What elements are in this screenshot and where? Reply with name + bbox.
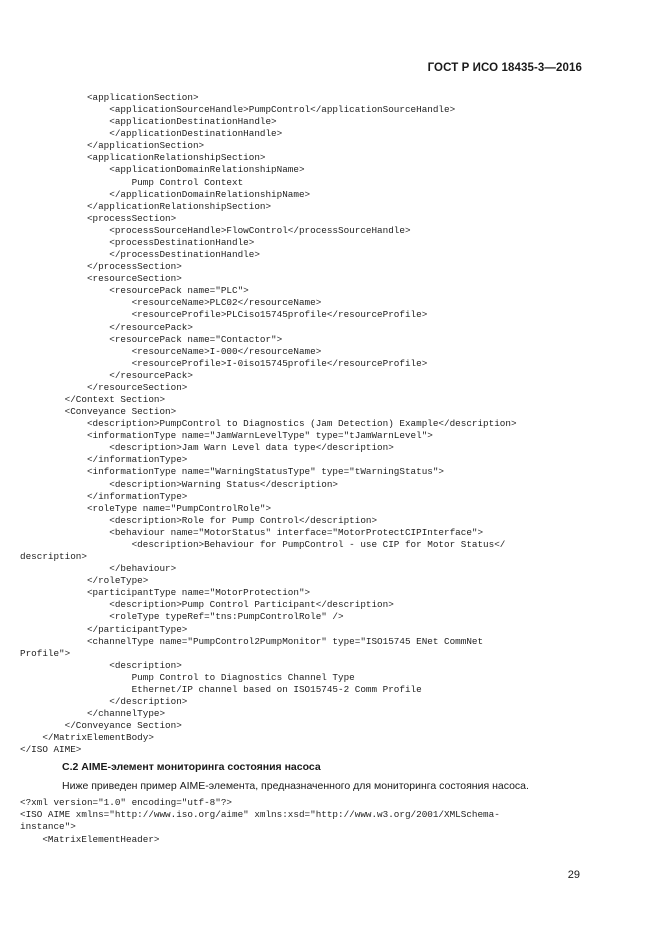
code-line: </behaviour>: [20, 563, 177, 575]
code-line: <roleType typeRef="tns:PumpControlRole" />: [20, 611, 344, 623]
code-line: </Conveyance Section>: [20, 720, 182, 732]
code-line: <description>Role for Pump Control</description>: [20, 514, 378, 526]
code-line: <informationType name="JamWarnLevelType" type="tJamWarnLevel">: [20, 430, 433, 442]
page-number: 29: [567, 869, 580, 881]
code-line: <resourceProfile>I-0iso15745profile</resourceProfile>: [20, 357, 428, 369]
code-line: <resourceName>PLC02</resourceName>: [20, 297, 322, 309]
code-line: <resourceName>I-000</resourceName>: [20, 345, 322, 357]
document-header: ГОСТ Р ИСО 18435-3—2016: [427, 62, 582, 74]
code-line: <resourcePack name="Contactor">: [20, 333, 283, 345]
code-line: <applicationRelationshipSection>: [20, 152, 266, 164]
code-line: <roleType name="PumpControlRole">: [20, 502, 272, 514]
code-line: Ethernet/IP channel based on ISO15745-2 Comm Profile: [20, 683, 422, 695]
code-line: <applicationSection>: [20, 92, 199, 103]
code-line: description>: [20, 551, 87, 563]
code-line: <description>PumpControl to Diagnostics (Jam Detection) Example</description>: [20, 418, 517, 430]
code-line: </processDestinationHandle>: [20, 249, 260, 261]
code-line: </applicationDomainRelationshipName>: [20, 188, 311, 200]
code-line: <processSection>: [20, 212, 177, 224]
code-line: </MatrixElementBody>: [20, 732, 154, 744]
code-line: </applicationSection>: [20, 140, 205, 152]
code-line: </participantType>: [20, 623, 188, 635]
code-line: <description>Pump Control Participant</description>: [20, 599, 394, 611]
code-line: <behaviour name="MotorStatus" interface="MotorProtectCIPInterface">: [20, 526, 484, 538]
code-line: </resourceSection>: [20, 381, 188, 393]
code-line: <resourcePack name="PLC">: [20, 285, 249, 297]
code-line: <description>: [20, 659, 182, 671]
code-line: <processSourceHandle>FlowControl</processSourceHandle>: [20, 224, 411, 236]
code-line: <resourceSection>: [20, 273, 182, 285]
code-line: <description>Jam Warn Level data type</description>: [20, 442, 394, 454]
code-line: <ISO AIME xmlns="http://www.iso.org/aime" xmlns:xsd="http://www.w3.org/2001/XMLSchema-: [20, 809, 500, 821]
code-line: <channelType name="PumpControl2PumpMonitor" type="ISO15745 ENet CommNet: [20, 635, 484, 647]
code-line: <participantType name="MotorProtection">: [20, 587, 311, 599]
code-line: </informationType>: [20, 490, 188, 502]
code-line: </roleType>: [20, 575, 149, 587]
code-line: </channelType>: [20, 708, 166, 720]
code-line: </resourcePack>: [20, 369, 193, 381]
section-title: С.2 AIME-элемент мониторинга состояния насоса: [62, 761, 321, 773]
code-line: <?xml version="1.0" encoding="utf-8"?>: [20, 797, 233, 808]
code-line: </ISO AIME>: [20, 744, 82, 756]
code-line: </applicationRelationshipSection>: [20, 200, 272, 212]
code-line: </resourcePack>: [20, 321, 193, 333]
code-line: <Conveyance Section>: [20, 406, 177, 418]
code-line: <applicationDestinationHandle>: [20, 116, 277, 128]
code-line: <applicationDomainRelationshipName>: [20, 164, 305, 176]
code-line: <informationType name="WarningStatusType" type="tWarningStatus">: [20, 466, 445, 478]
code-line: <processDestinationHandle>: [20, 236, 255, 248]
code-line: </description>: [20, 696, 188, 707]
code-line: Profile">: [20, 647, 71, 659]
code-line: <applicationSourceHandle>PumpControl</applicationSourceHandle>: [20, 104, 456, 116]
code-line: </Context Section>: [20, 394, 166, 405]
code-line: <description>Warning Status</description>: [20, 478, 339, 490]
code-line: Pump Control Context: [20, 176, 244, 188]
code-line: </informationType>: [20, 454, 188, 466]
code-line: instance">: [20, 821, 76, 833]
code-line: Pump Control to Diagnostics Channel Type: [20, 671, 355, 683]
code-line: <MatrixElementHeader>: [20, 833, 160, 845]
code-line: <description>Behaviour for PumpControl - use CIP for Motor Status</: [20, 538, 506, 550]
code-line: <resourceProfile>PLCiso15745profile</resourceProfile>: [20, 309, 428, 321]
code-line: </applicationDestinationHandle>: [20, 128, 283, 140]
code-line: </processSection>: [20, 261, 182, 273]
section-intro: Ниже приведен пример AIME-элемента, предназначенного для мониторинга состояния насоса.: [62, 780, 529, 792]
